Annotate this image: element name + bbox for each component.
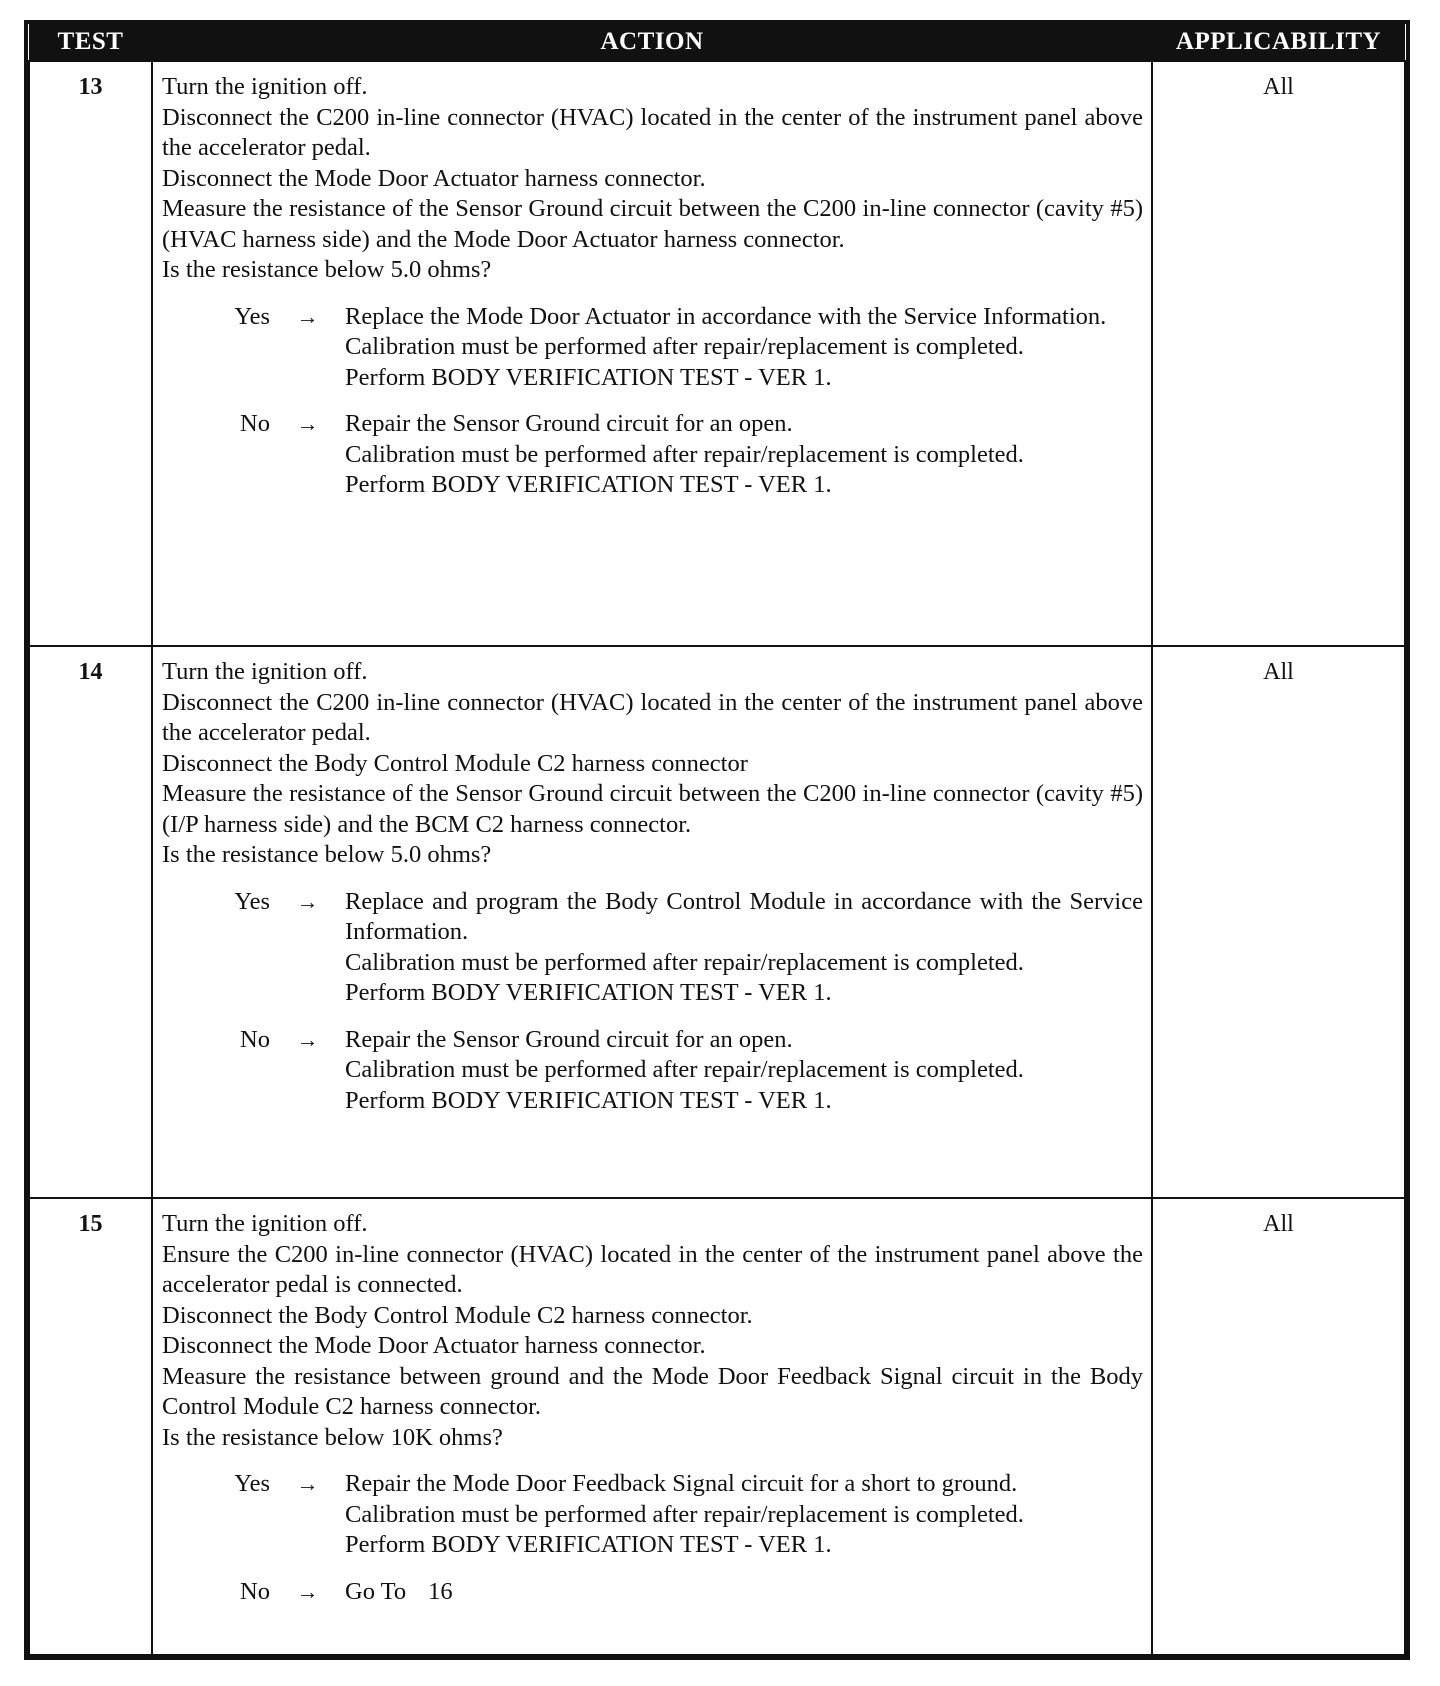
goto-line	[345, 1577, 1143, 1608]
applicability-cell	[1152, 1198, 1405, 1655]
outcome-no	[162, 1025, 1143, 1117]
outcome-line: Calibration must be performed after repair/replacement is completed.	[345, 1056, 1024, 1083]
test-cell	[29, 646, 152, 1198]
outcome-line: Perform BODY VERIFICATION TEST - VER 1.	[345, 1531, 832, 1558]
applicability-value: All	[1263, 659, 1294, 685]
outcome-no	[162, 1577, 1143, 1608]
outcome-line: Repair the Sensor Ground circuit for an open.	[345, 410, 793, 437]
outcome-yes-label: Yes	[234, 887, 270, 915]
outcome-line: Repair the Sensor Ground circuit for an open.	[345, 1025, 793, 1053]
test-cell	[29, 1198, 152, 1655]
outcome-line: Perform BODY VERIFICATION TEST - VER 1.	[345, 471, 832, 498]
action-step: Disconnect the Body Control Module C2 harness connector	[162, 749, 748, 777]
outcome-line: Perform BODY VERIFICATION TEST - VER 1.	[345, 979, 832, 1006]
outcome-yes	[162, 302, 1143, 394]
action-step: Turn the ignition off.	[162, 1210, 368, 1237]
outcome-line: Calibration must be performed after repair/replacement is completed.	[345, 948, 1024, 976]
outcome-yes	[162, 1469, 1143, 1561]
goto-test-number: 16	[428, 1577, 453, 1605]
action-cell	[152, 646, 1152, 1198]
outcome-no-label: No	[240, 1025, 270, 1053]
applicability-cell	[1152, 646, 1405, 1198]
right-arrow-icon: →	[296, 1026, 319, 1052]
right-arrow-icon: →	[296, 888, 319, 914]
action-step: Ensure the C200 in-line connector (HVAC) located in the center of the instrument panel above the accelerator pedal is connected.	[162, 1240, 1143, 1298]
action-step: Turn the ignition off.	[162, 73, 368, 100]
action-cell	[152, 1198, 1152, 1655]
right-arrow-icon: →	[296, 1578, 319, 1604]
outcome-line: Perform BODY VERIFICATION TEST - VER 1.	[345, 1086, 832, 1114]
action-step: Disconnect the Mode Door Actuator harness connector.	[162, 1332, 706, 1359]
outcome-line: Repair the Mode Door Feedback Signal circuit for a short to ground.	[345, 1470, 1018, 1497]
action-step: Measure the resistance of the Sensor Ground circuit between the C200 in-line connector (cavity #5) (I/P harness side) and the BCM C2 harness connector.	[162, 780, 1143, 838]
outcome-no-label: No	[240, 1577, 270, 1605]
outcome-line: Calibration must be performed after repair/replacement is completed.	[345, 333, 1024, 360]
diagnostic-table	[28, 24, 1406, 1656]
table-header-row	[29, 24, 1405, 61]
outcome-yes-label: Yes	[234, 1470, 270, 1497]
outcome-yes	[162, 887, 1143, 1009]
outcome-line: Replace and program the Body Control Module in accordance with the Service Information.	[345, 887, 1143, 945]
action-step: Is the resistance below 10K ohms?	[162, 1423, 503, 1451]
action-step: Disconnect the Mode Door Actuator harness connector.	[162, 164, 706, 192]
test-number: 14	[78, 659, 103, 685]
test-number: 15	[78, 1211, 103, 1237]
outcome-line: Perform BODY VERIFICATION TEST - VER 1.	[345, 363, 832, 391]
header-test: TEST	[29, 24, 152, 61]
outcome-no-label: No	[240, 410, 270, 437]
outcome-line: Replace the Mode Door Actuator in accordance with the Service Information.	[345, 302, 1107, 330]
action-step: Is the resistance below 5.0 ohms?	[162, 256, 492, 283]
table-row-test-13	[29, 61, 1405, 646]
test-cell	[29, 61, 152, 646]
action-cell	[152, 61, 1152, 646]
applicability-value: All	[1263, 74, 1294, 100]
table-row-test-14	[29, 646, 1405, 1198]
action-step: Turn the ignition off.	[162, 658, 368, 685]
action-step: Is the resistance below 5.0 ohms?	[162, 841, 492, 868]
header-applicability: APPLICABILITY	[1152, 24, 1405, 61]
outcome-yes-label: Yes	[234, 302, 270, 330]
action-step: Measure the resistance of the Sensor Ground circuit between the C200 in-line connector (cavity #5) (HVAC harness side) and the Mode Door Actuator harness connector.	[162, 195, 1143, 253]
action-step: Disconnect the Body Control Module C2 harness connector.	[162, 1301, 753, 1329]
right-arrow-icon: →	[296, 303, 319, 329]
outcome-line: Calibration must be performed after repair/replacement is completed.	[345, 440, 1024, 468]
action-step: Measure the resistance between ground and the Mode Door Feedback Signal circuit in the Body Control Module C2 harness connector.	[162, 1362, 1143, 1420]
applicability-cell	[1152, 61, 1405, 646]
action-step: Disconnect the C200 in-line connector (HVAC) located in the center of the instrument panel above the accelerator pedal.	[162, 103, 1143, 161]
header-action: ACTION	[152, 24, 1152, 61]
diagnostic-table-sheet	[24, 20, 1410, 1660]
outcome-no	[162, 409, 1143, 501]
table-row-test-15	[29, 1198, 1405, 1655]
goto-text: Go To	[345, 1577, 407, 1605]
action-step: Disconnect the C200 in-line connector (HVAC) located in the center of the instrument panel above the accelerator pedal.	[162, 688, 1143, 746]
applicability-value: All	[1263, 1211, 1294, 1237]
test-number: 13	[78, 74, 103, 100]
right-arrow-icon: →	[296, 411, 319, 436]
right-arrow-icon: →	[296, 1471, 319, 1496]
outcome-line: Calibration must be performed after repair/replacement is completed.	[345, 1500, 1024, 1528]
